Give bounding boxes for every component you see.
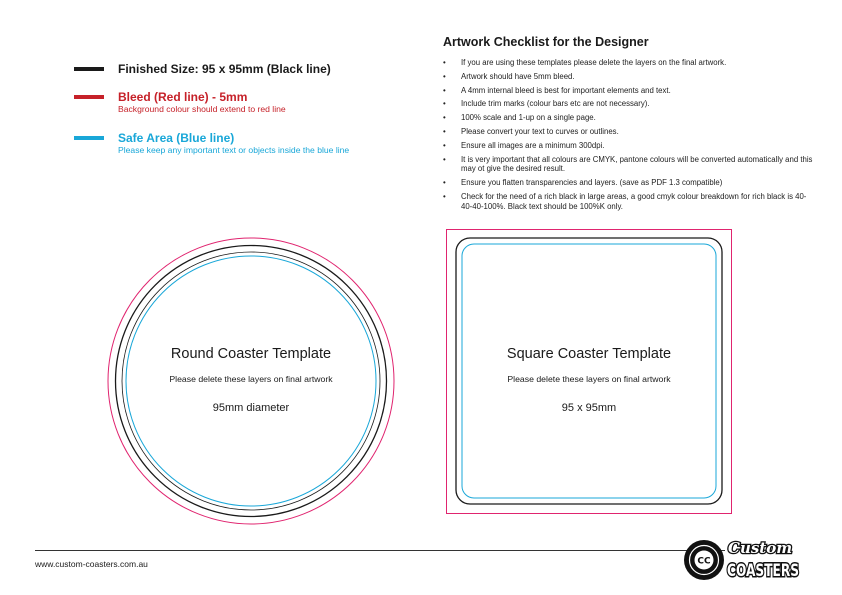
logo-script-text: Custom xyxy=(728,539,793,557)
checklist-item: • It is very important that all colours are CMYK, pantone colours will be converted automatically and this may ot give the desired result. xyxy=(443,155,813,175)
legend-safe-title: Safe Area (Blue line) xyxy=(118,131,235,145)
checklist-item: • Ensure all images are a minimum 300dpi. xyxy=(443,141,813,151)
round-template-size: 95mm diameter xyxy=(212,402,290,414)
checklist xyxy=(443,58,813,216)
checklist-item: • If you are using these templates please delete the layers on the final artwork. xyxy=(443,58,813,68)
round-template-title: Round Coaster Template xyxy=(170,346,332,362)
checklist-item: • Check for the need of a rich black in large areas, a good cmyk colour breakdown for rich black is 40-40-40-100%. Black text should be 100%K only. xyxy=(443,192,813,212)
logo-main-text: COASTERS xyxy=(727,561,799,580)
square-coaster-template xyxy=(446,229,734,516)
checklist-item: • Artwork should have 5mm bleed. xyxy=(443,72,813,82)
footer-website-url: www.custom-coasters.com.au xyxy=(35,559,148,569)
legend-bleed-title: Bleed (Red line) - 5mm xyxy=(118,90,248,104)
red-line-swatch xyxy=(74,95,104,99)
trim-square xyxy=(456,238,722,504)
square-template-title: Square Coaster Template xyxy=(506,346,672,362)
safe-area-square xyxy=(462,244,716,498)
square-template-size: 95 x 95mm xyxy=(561,402,617,414)
checklist-item: • A 4mm internal bleed is best for important elements and text. xyxy=(443,86,813,96)
square-template-note: Please delete these layers on final artwork xyxy=(507,374,671,384)
checklist-item: • Ensure you flatten transparencies and layers. (save as PDF 1.3 compatible) xyxy=(443,178,813,188)
checklist-item: • Include trim marks (colour bars etc are not necessary). xyxy=(443,99,813,109)
logo-badge-text: CC xyxy=(697,556,711,567)
blue-line-swatch xyxy=(74,136,104,140)
legend-safe-subtitle: Please keep any important text or objects inside the blue line xyxy=(118,145,350,155)
legend-finished-title: Finished Size: 95 x 95mm (Black line) xyxy=(118,62,331,76)
checklist-item: • Please convert your text to curves or outlines. xyxy=(443,127,813,137)
checklist-item: • 100% scale and 1-up on a single page. xyxy=(443,113,813,123)
custom-coasters-logo xyxy=(682,535,806,585)
legend-bleed-subtitle: Background colour should extend to red line xyxy=(118,104,286,114)
footer-divider xyxy=(35,550,725,551)
checklist-title: Artwork Checklist for the Designer xyxy=(443,35,649,49)
black-line-swatch xyxy=(74,67,104,71)
bleed-square xyxy=(447,230,732,514)
round-template-note: Please delete these layers on final artwork xyxy=(169,374,333,384)
